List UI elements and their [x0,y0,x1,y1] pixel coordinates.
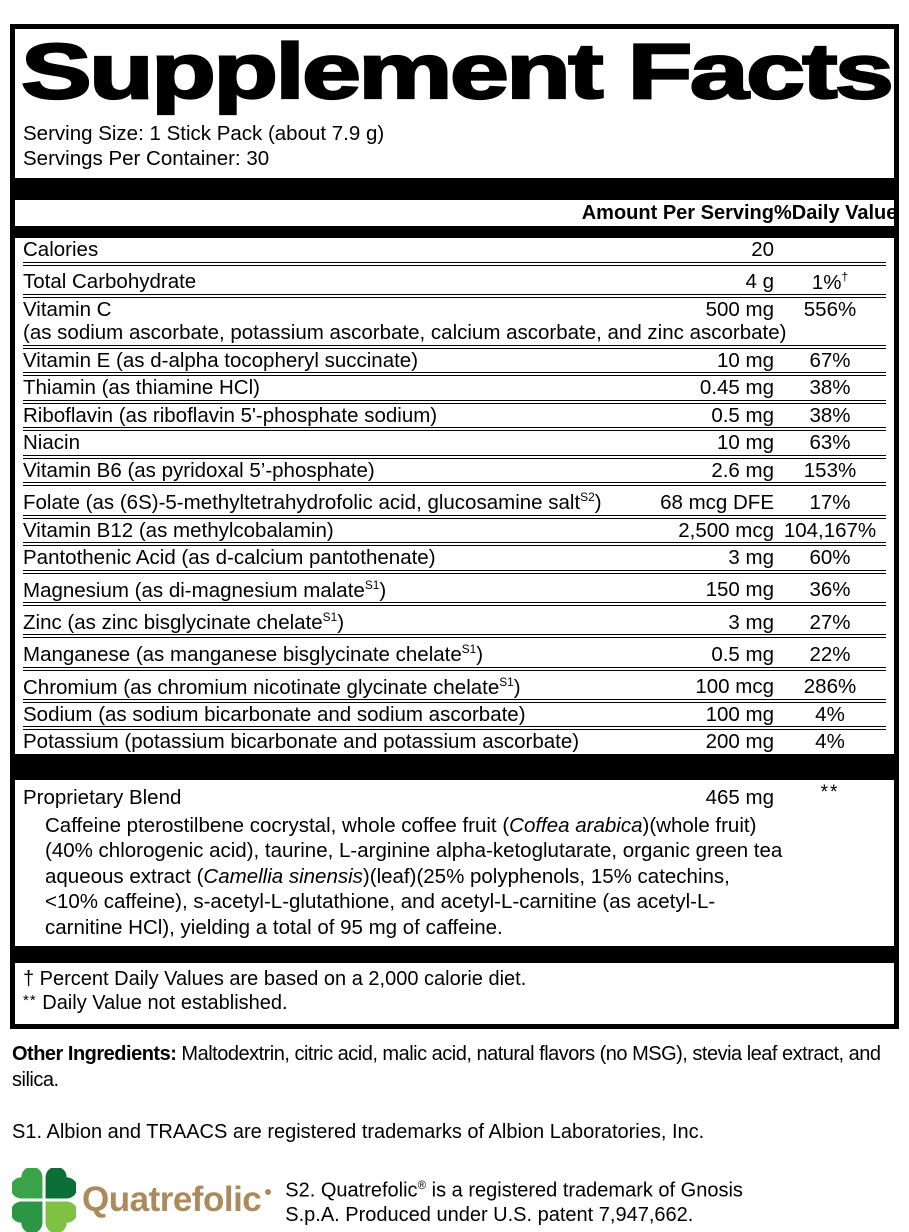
nutrient-name: Pantothenic Acid (as d-calcium pantothenate) [23,546,436,570]
table-row [23,459,886,483]
nutrient-amount: 10 mg [717,431,774,455]
nutrient-name: Vitamin B12 (as methylcobalamin) [23,518,334,542]
nutrient-name: Total Carbohydrate [23,270,197,294]
thick-divider-bar [15,946,894,963]
nutrient-daily-value: 153% [803,458,857,482]
nutrient-daily-value: 38% [809,376,851,400]
nutrient-name: Sodium (as sodium bicarbonate and sodium ascorbate) [23,702,526,726]
servings-per-container: Servings Per Container: 30 [23,147,270,170]
nutrient-amount: 3 mg [728,546,774,570]
nutrient-daily-value: 36% [809,578,851,602]
table-row [23,703,886,727]
nutrient-name: Folate (as (6S)-5-methyltetrahydrofolic acid, glucosamine salt$^{S2}$) [23,490,602,515]
nutrient-daily-value: 67% [809,348,851,372]
serving-size: Serving Size: 1 Stick Pack (about 7.9 g) [23,122,385,145]
nutrient-name: Manganese (as manganese bisglycinate chelate$^{S1}$) [23,642,484,667]
nutrient-name: Niacin [23,431,80,455]
nutrient-amount: 100 mcg [695,675,774,699]
nutrient-daily-value: 22% [809,643,851,667]
nutrient-daily-value: 63% [809,431,851,455]
supplement-facts-panel [10,24,899,1029]
table-row [23,298,886,322]
blend-name: Proprietary Blend [23,785,182,809]
nutrient-name: Thiamin (as thiamine HCl) [23,376,260,400]
panel-title: Supplement Facts [21,27,892,115]
table-row [23,431,886,455]
nutrient-name: Vitamin E (as d-alpha tocopheryl succinate) [23,348,419,372]
table-row [23,238,886,262]
thick-divider-bar [15,178,894,200]
nutrient-amount: 4 g [745,270,774,294]
blend-dv-asterisks: ** [820,781,840,803]
nutrient-amount: 100 mg [705,702,774,726]
other-ingredients-text: Maltodextrin, citric acid, malic acid, natural flavors (no MSG), stevia leaf extract, and silica. [12,1043,881,1092]
below-panel-section [12,1041,899,1232]
table-row [23,266,886,294]
other-ingredients-label: Other Ingredients: [12,1043,177,1066]
quatrefolic-clover-icon [12,1168,76,1232]
table-row [23,404,886,428]
nutrient-name: Zinc (as zinc bisglycinate chelate$^{S1}$) [23,609,345,634]
serving-info [15,121,894,171]
table-row [23,349,886,373]
other-ingredients [12,1041,898,1093]
table-row [23,546,886,570]
nutrient-amount: 3 mg [728,610,774,634]
nutrient-daily-value: 286% [803,675,857,699]
asterisk-footnote: ** Daily Value not established. [23,992,288,1015]
daily-value-header: %Daily Value [774,202,898,224]
nutrient-amount: 20 [751,238,774,261]
nutrient-daily-value: 27% [809,610,851,634]
nutrient-rows [15,238,894,754]
proprietary-blend-row [15,781,894,811]
table-row [23,574,886,602]
nutrient-name: Vitamin B6 (as pyridoxal 5’-phosphate) [23,458,375,482]
panel-title-wrap [15,29,894,113]
s1-trademark-note: S1. Albion and TRAACS are registered trademarks of Albion Laboratories, Inc. [12,1121,705,1144]
nutrient-daily-value: 1%† [811,269,849,294]
table-row [23,376,886,400]
nutrient-daily-value: 4% [815,702,845,726]
nutrient-name: Vitamin C [23,297,112,321]
nutrient-amount: 0.45 mg [699,376,774,400]
nutrient-daily-value: 556% [803,297,857,321]
table-row [23,730,886,754]
nutrient-amount: 200 mg [705,730,774,754]
nutrient-amount: 150 mg [705,578,774,602]
quatrefolic-logo-row [12,1168,899,1232]
nutrient-name: Calories [23,238,99,261]
nutrient-amount: 68 mcg DFE [660,491,774,515]
nutrient-name: Potassium (potassium bicarbonate and potassium ascorbate) [23,730,580,754]
dagger-footnote: † Percent Daily Values are based on a 2,000 calorie diet. [23,968,527,991]
nutrient-name: Chromium (as chromium nicotinate glycinate chelate$^{S1}$) [23,674,521,699]
nutrient-daily-value: 104,167% [783,518,877,542]
thick-divider-bar [15,754,894,780]
wordmark-dot [265,1189,271,1195]
nutrient-amount: 500 mg [705,297,774,321]
quatrefolic-wordmark: Quatrefolic [82,1180,271,1220]
nutrient-daily-value: 17% [809,491,851,515]
table-row [23,671,886,699]
nutrient-daily-value: 38% [809,403,851,427]
table-row [23,519,886,543]
nutrient-amount: 2.6 mg [711,458,774,482]
blend-description: Caffeine pterostilbene cocrystal, whole coffee fruit (Coffea arabica)(whole fruit)(40% chlorogenic acid), taurine, L-arginine alpha-ketoglutarate, organic green tea aqueous extract (Camellia sinensis)(leaf)(25% polyphenols, 15% catechins, <10% caffeine), s-acetyl-L-glutathione, and acetyl-L-carnitine (as acetyl-L-carnitine HCl), yielding a total of 95 mg of caffeine. [45,813,783,939]
nutrient-name: Magnesium (as di-magnesium malate$^{S1}$) [23,577,387,602]
nutrient-name: Riboflavin (as riboflavin 5'-phosphate sodium) [23,403,438,427]
amount-per-serving-header: Amount Per Serving [581,202,774,224]
blend-amount: 465 mg [705,785,774,809]
nutrient-daily-value: 60% [809,546,851,570]
nutrient-amount: 10 mg [717,348,774,372]
thick-divider-bar [15,226,894,238]
table-row [23,606,886,634]
asterisk-symbol: ** [23,992,37,1010]
nutrient-amount: 2,500 mcg [678,518,774,542]
footnotes [15,963,894,1024]
nutrient-daily-value: 4% [815,730,845,754]
nutrient-amount: 0.5 mg [711,403,774,427]
s2-trademark-note: S2. Quatrefolic® is a registered trademark of Gnosis S.p.A. Produced under U.S. patent 7,947,662. [285,1178,743,1227]
table-row [23,486,886,514]
table-header [15,200,898,226]
table-row [23,638,886,666]
nutrient-source-subline: (as sodium ascorbate, potassium ascorbate, calcium ascorbate, and zinc ascorbate) [23,321,787,345]
nutrient-amount: 0.5 mg [711,643,774,667]
daily-value-dagger: † [841,269,849,284]
